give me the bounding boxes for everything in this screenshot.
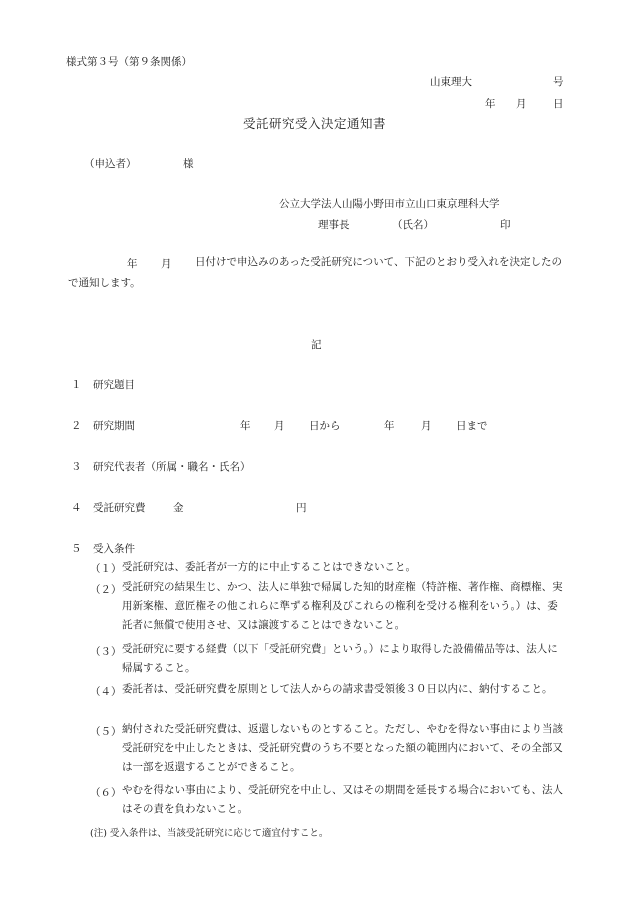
addressee-honorific: 様 xyxy=(183,158,194,170)
body-month: 月 xyxy=(161,258,172,270)
condition-6-text: やむを得ない事由により、受託研究を中止し、又はその期間を延長する場合においても、法人はその責を負わないこと。 xyxy=(122,784,563,815)
condition-5-text: 納付された受託研究費は、返還しないものとすること。ただし、やむを得ない事由により当該受託研究を中止したときは、受託研究費のうち不要となった額の範囲内において、その全部又は一部を返還することができること。 xyxy=(122,723,563,773)
condition-1-text: 受託研究は、委託者が一方的に中止することはできないこと。 xyxy=(122,561,416,573)
item-2-start-day: 日から xyxy=(309,420,341,432)
date-day: 日 xyxy=(553,98,564,110)
item-4-label: 受託研究費 xyxy=(93,502,146,514)
condition-4-text: 委託者は、受託研究費を原則として法人からの請求書受領後３０日以内に、納付すること。 xyxy=(122,683,553,695)
item-2-num: ２ xyxy=(71,420,82,432)
item-1-num: １ xyxy=(71,379,82,391)
date-year: 年 xyxy=(485,98,496,110)
item-1-label: 研究題目 xyxy=(93,379,135,391)
item-2-end-month: 月 xyxy=(421,420,432,432)
ref-number-suffix: 号 xyxy=(553,76,564,88)
item-2-start-year: 年 xyxy=(240,420,251,432)
date-month: 月 xyxy=(516,98,527,110)
condition-4-num: （４） xyxy=(90,686,122,698)
item-4-yen: 円 xyxy=(296,502,307,514)
condition-3-text: 受託研究に要する経費（以下「受託研究費」という。）により取得した設備備品等は、法人に帰属すること。 xyxy=(122,643,558,674)
item-2-label: 研究期間 xyxy=(93,420,135,432)
item-5-label: 受入条件 xyxy=(93,543,135,555)
condition-1-num: （１） xyxy=(90,563,122,575)
body-year: 年 xyxy=(127,258,138,270)
document-title: 受託研究受入決定通知書 xyxy=(243,116,387,131)
issuer-name-label: （氏名） xyxy=(392,219,434,231)
item-3-num: ３ xyxy=(71,461,82,473)
condition-3-num: （３） xyxy=(90,646,122,658)
addressee-label: （申込者） xyxy=(84,158,137,170)
ki-heading: 記 xyxy=(311,339,322,351)
condition-2-num: （２） xyxy=(90,584,122,596)
issuer-seal: 印 xyxy=(500,219,511,231)
item-2-end-day: 日まで xyxy=(456,420,488,432)
condition-2-text: 受託研究の結果生じ、かつ、法人に単独で帰属した知的財産権（特許権、著作権、商標権、実用新案権、意匠権その他これらに準ずる権利及びこれらの権利を受ける権利をいう。）は、委託者に無償で使用させ、又は譲渡することはできないこと。 xyxy=(122,581,563,631)
body-text: 日付けで申込みのあった受託研究について、下記のとおり受入れを決定したので通知します。 xyxy=(68,256,562,289)
item-5-num: ５ xyxy=(71,543,82,555)
item-4-num: ４ xyxy=(71,502,82,514)
form-label: 様式第３号（第９条関係） xyxy=(66,56,192,68)
issuer-org: 公立大学法人山陽小野田市立山口東京理科大学 xyxy=(279,198,500,210)
item-2-end-year: 年 xyxy=(384,420,395,432)
ref-org: 山東理大 xyxy=(430,76,472,88)
condition-6-num: （６） xyxy=(90,787,122,799)
item-3-label: 研究代表者（所属・職名・氏名） xyxy=(93,461,251,473)
footnote: (注) 受入条件は、当該受託研究に応じて適宜付すこと。 xyxy=(90,828,329,839)
issuer-position: 理事長 xyxy=(318,219,350,231)
item-2-start-month: 月 xyxy=(274,420,285,432)
condition-5-num: （５） xyxy=(90,726,122,738)
item-4-kin: 金 xyxy=(173,502,184,514)
